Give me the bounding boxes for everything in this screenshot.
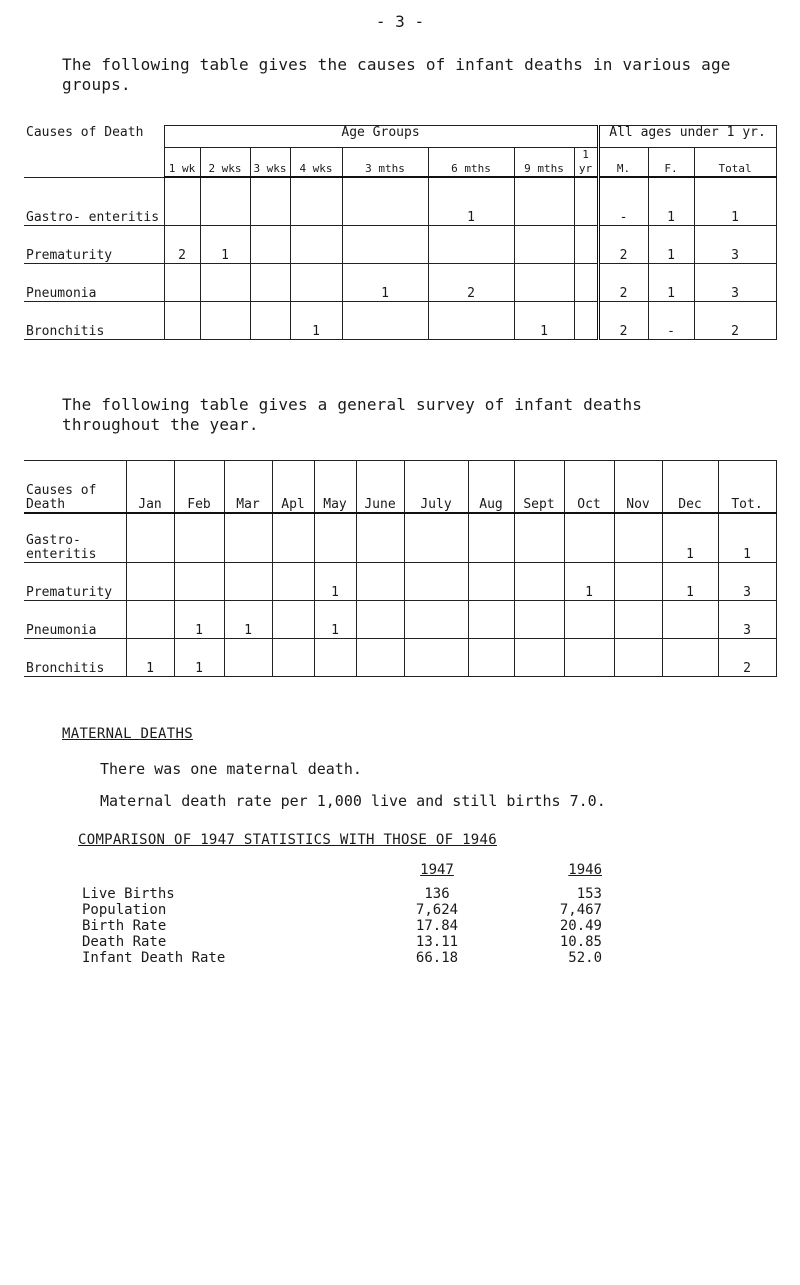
table-cell: 2 (598, 225, 648, 263)
sex-col-header: Total (694, 148, 776, 178)
table-cell (614, 563, 662, 601)
stat-value-1947: 136 (424, 886, 450, 902)
table-cell: 3 (718, 601, 776, 639)
table-cell (468, 601, 514, 639)
table-cell: 1 (514, 301, 574, 339)
table-cell (174, 563, 224, 601)
table-cell (428, 225, 514, 263)
table-cell (250, 225, 290, 263)
table-cell (314, 513, 356, 563)
table-cell (574, 177, 598, 225)
table-cell (404, 639, 468, 677)
age-col-header: 3 mths (342, 148, 428, 178)
table-cell (614, 601, 662, 639)
table-row (82, 950, 614, 966)
table-cell: - (598, 177, 648, 225)
table-cell (514, 639, 564, 677)
table-cell (356, 639, 404, 677)
table-cell (342, 225, 428, 263)
table-cell (272, 601, 314, 639)
table-cell (272, 639, 314, 677)
table-cell (564, 513, 614, 563)
table-cell (514, 601, 564, 639)
table-cell (126, 563, 174, 601)
age-col-header: 3 wks (250, 148, 290, 178)
months-header-row (24, 461, 776, 513)
table-cell: 1 (174, 601, 224, 639)
table-cell (164, 263, 200, 301)
table-cell (290, 263, 342, 301)
table-cell: 1 (662, 563, 718, 601)
table-cell: 2 (428, 263, 514, 301)
maternal-deaths-line-2: Maternal death rate per 1,000 live and still births 7.0. (100, 792, 606, 810)
table-row (24, 301, 776, 339)
table-cell (428, 301, 514, 339)
table-cell (224, 513, 272, 563)
table-cell (224, 639, 272, 677)
age-col-header: 1 wk (164, 148, 200, 178)
table-row (82, 918, 614, 934)
table-cell (356, 513, 404, 563)
stat-value-1946: 10.85 (559, 934, 602, 950)
page-number: - 3 - (375, 12, 425, 31)
table-cell (126, 601, 174, 639)
stat-value-1946: 20.49 (559, 918, 602, 934)
table-cell (404, 563, 468, 601)
table-cell (514, 177, 574, 225)
table-cell: 2 (598, 301, 648, 339)
table-cell (514, 513, 564, 563)
table-cell (126, 513, 174, 563)
table-cell (290, 225, 342, 263)
table-cell (468, 563, 514, 601)
table-cell: 2 (164, 225, 200, 263)
table-cell: 2 (694, 301, 776, 339)
table-cell: 1 (428, 177, 514, 225)
stat-label: Infant Death Rate (82, 950, 226, 966)
table-cell (468, 513, 514, 563)
table-cell: 2 (598, 263, 648, 301)
monthly-survey-table (24, 460, 777, 677)
table-cell: 3 (694, 225, 776, 263)
table-cell (574, 225, 598, 263)
year-header: 1947 (420, 862, 454, 878)
table-cell (164, 177, 200, 225)
table-cell: 3 (718, 563, 776, 601)
stat-label: Birth Rate (82, 918, 167, 934)
causes-header: Causes of Death (24, 461, 126, 513)
table-cell (250, 301, 290, 339)
table-cell: 1 (648, 263, 694, 301)
age-col-header: 9 mths (514, 148, 574, 178)
table-cell (564, 601, 614, 639)
table-cell (356, 601, 404, 639)
month-header: Nov (614, 461, 662, 513)
table-cell: 1 (648, 177, 694, 225)
stat-value-1946: 7,467 (559, 902, 602, 918)
month-header: June (356, 461, 404, 513)
table-cell: 1 (718, 513, 776, 563)
table-cell (342, 177, 428, 225)
stat-label: Live Births (82, 886, 175, 902)
age-col-header: 6 mths (428, 148, 514, 178)
month-header: May (314, 461, 356, 513)
table-row (82, 886, 614, 902)
stat-value-1946: 153 (576, 886, 602, 902)
cause-label: Bronchitis (24, 639, 126, 677)
table-cell: 1 (342, 263, 428, 301)
table-cell (200, 177, 250, 225)
table-cell (662, 601, 718, 639)
table-cell (290, 177, 342, 225)
table-cell (514, 225, 574, 263)
table-cell: 1 (200, 225, 250, 263)
month-header: Feb (174, 461, 224, 513)
table-cell (468, 639, 514, 677)
maternal-deaths-line-1: There was one maternal death. (100, 760, 362, 778)
month-header: Dec (662, 461, 718, 513)
cause-label: Prematurity (24, 225, 164, 263)
table-row (24, 601, 776, 639)
table-row (24, 639, 776, 677)
table-cell (614, 639, 662, 677)
comparison-years-row (82, 862, 614, 886)
month-header: Mar (224, 461, 272, 513)
table-row (24, 563, 776, 601)
table-cell (614, 513, 662, 563)
all-ages-header: All ages under 1 yr. (598, 126, 776, 148)
table-cell (200, 301, 250, 339)
stat-value-1946: 52.0 (568, 950, 602, 966)
cause-label: Prematurity (24, 563, 126, 601)
table-cell (356, 563, 404, 601)
table-cell (574, 263, 598, 301)
cause-label: Pneumonia (24, 601, 126, 639)
age-groups-table (24, 125, 777, 340)
stat-value-1947: 66.18 (415, 950, 459, 966)
table-cell (314, 639, 356, 677)
table-cell: 3 (694, 263, 776, 301)
table-cell: 1 (126, 639, 174, 677)
comparison-table (82, 862, 614, 966)
table-cell (662, 639, 718, 677)
table-cell: 1 (662, 513, 718, 563)
table-cell: 1 (290, 301, 342, 339)
month-header: Jan (126, 461, 174, 513)
month-header: Sept (514, 461, 564, 513)
table-row (82, 934, 614, 950)
table-cell: 1 (224, 601, 272, 639)
table-cell (404, 513, 468, 563)
table-cell (342, 301, 428, 339)
table-cell: 2 (718, 639, 776, 677)
table-cell: 1 (694, 177, 776, 225)
table-cell (514, 263, 574, 301)
cause-label: Bronchitis (24, 301, 164, 339)
table-cell: 1 (314, 563, 356, 601)
table-cell (404, 601, 468, 639)
age-groups-header: Age Groups (164, 126, 598, 148)
year-header: 1946 (568, 862, 602, 878)
stat-label: Death Rate (82, 934, 167, 950)
table-row (24, 263, 776, 301)
intro-paragraph-2: The following table gives a general survey of infant deaths throughout the year. (62, 395, 643, 434)
table-row (82, 902, 614, 918)
table-cell (574, 301, 598, 339)
intro-paragraph-1: The following table gives the causes of infant deaths in various age groups. (62, 55, 731, 94)
table-row (24, 513, 776, 563)
stat-value-1947: 17.84 (415, 918, 459, 934)
table-cell: 1 (174, 639, 224, 677)
month-header: July (404, 461, 468, 513)
table-row (24, 225, 776, 263)
table-cell: - (648, 301, 694, 339)
table-cell (200, 263, 250, 301)
stat-label: Population (82, 902, 167, 918)
table-cell: 1 (564, 563, 614, 601)
month-header: Aug (468, 461, 514, 513)
table-cell (250, 177, 290, 225)
age-col-header: 1 yr (574, 148, 598, 178)
table-cell (272, 563, 314, 601)
table-cell (164, 301, 200, 339)
age-col-header: 2 wks (200, 148, 250, 178)
table-cell (224, 563, 272, 601)
cause-label: Gastro- enteritis (24, 177, 164, 225)
causes-header: Causes of Death (24, 126, 164, 178)
table-cell (250, 263, 290, 301)
table-cell (174, 513, 224, 563)
age-col-header: 4 wks (290, 148, 342, 178)
table-cell: 1 (314, 601, 356, 639)
cause-label: Pneumonia (24, 263, 164, 301)
stat-value-1947: 7,624 (415, 902, 459, 918)
stat-value-1947: 13.11 (415, 934, 459, 950)
month-header: Oct (564, 461, 614, 513)
sex-col-header: M. (598, 148, 648, 178)
table-row (24, 177, 776, 225)
sex-col-header: F. (648, 148, 694, 178)
table-cell: 1 (648, 225, 694, 263)
cause-label: Gastro- enteritis (24, 513, 126, 563)
table-cell (564, 639, 614, 677)
comparison-heading: COMPARISON OF 1947 STATISTICS WITH THOSE OF 1946 (78, 832, 497, 848)
maternal-deaths-heading: MATERNAL DEATHS (62, 726, 193, 742)
table-cell (272, 513, 314, 563)
month-header: Apl (272, 461, 314, 513)
table-cell (514, 563, 564, 601)
total-header: Tot. (718, 461, 776, 513)
